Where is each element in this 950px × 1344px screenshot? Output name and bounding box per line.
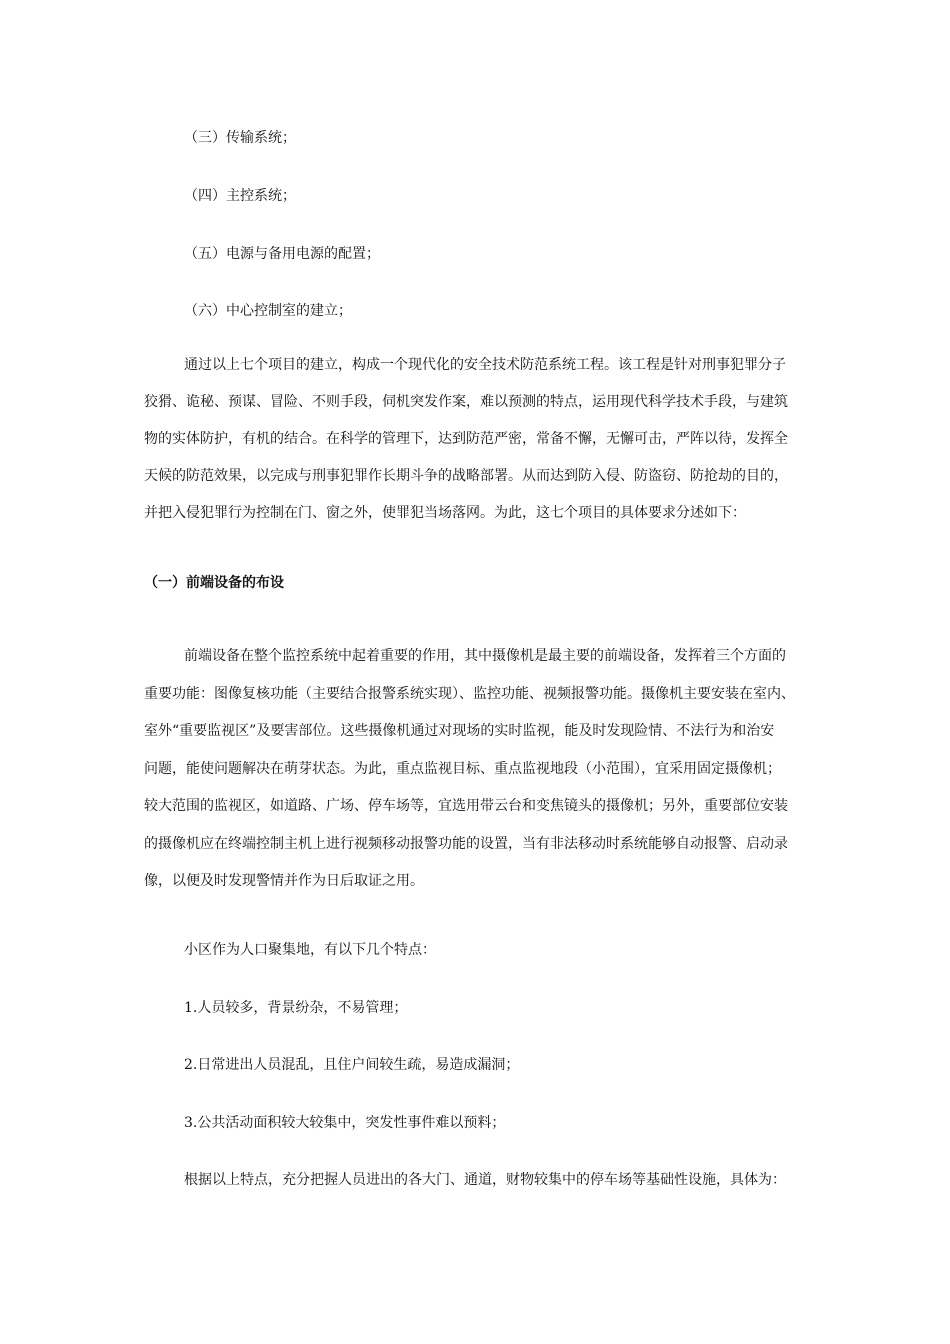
front-end-paragraph-line: 问题，能使问题解决在萌芽状态。为此，重点监视目标、重点监视地段（小范围），宜采用固定摄像机；: [144, 761, 781, 777]
list-item-main-control: （四）主控系统；: [184, 188, 296, 204]
intro-paragraph-line: 物的实体防护，有机的结合。在科学的管理下，达到防范严密，常备不懈，无懈可击，严阵以待，发挥全: [144, 431, 788, 447]
community-intro: 小区作为人口聚集地，有以下几个特点：: [184, 942, 436, 958]
front-end-paragraph-line: 前端设备在整个监控系统中起着重要的作用，其中摄像机是最主要的前端设备，发挥着三个方面的: [184, 648, 786, 664]
front-end-paragraph-line: 室外“重要监视区”及要害部位。这些摄像机通过对现场的实时监视，能及时发现险情、不法行为和治安: [144, 723, 775, 739]
intro-paragraph-line: 狡猾、诡秘、预谋、冒险、不则手段，伺机突发作案，难以预测的特点，运用现代科学技术手段，与建筑: [144, 394, 788, 410]
list-item-control-room: （六）中心控制室的建立；: [184, 303, 352, 319]
list-item-transmission: （三）传输系统；: [184, 130, 296, 146]
closing-line: 根据以上特点，充分把握人员进出的各大门、通道，财物较集中的停车场等基础性设施，具体为：: [184, 1172, 786, 1188]
community-point: 2.日常进出人员混乱，且住户间较生疏，易造成漏洞；: [184, 1057, 520, 1073]
front-end-paragraph-line: 较大范围的监视区，如道路、广场、停车场等，宜选用带云台和变焦镜头的摄像机；另外，重要部位安装: [144, 798, 788, 814]
intro-paragraph-line: 通过以上七个项目的建立，构成一个现代化的安全技术防范系统工程。该工程是针对刑事犯罪分子: [184, 357, 786, 373]
front-end-paragraph-line: 像，以便及时发现警情并作为日后取证之用。: [144, 873, 424, 889]
community-point: 1.人员较多，背景纷杂，不易管理；: [184, 1000, 408, 1016]
list-item-power-supply: （五）电源与备用电源的配置；: [184, 246, 380, 262]
front-end-paragraph-line: 的摄像机应在终端控制主机上进行视频移动报警功能的设置，当有非法移动时系统能够自动报警、启动录: [144, 836, 788, 852]
front-end-paragraph-line: 重要功能：图像复核功能（主要结合报警系统实现）、监控功能、视频报警功能。摄像机主要安装在室内、: [144, 686, 795, 702]
intro-paragraph-line: 天候的防范效果，以完成与刑事犯罪作长期斗争的战略部署。从而达到防入侵、防盗窃、防抢劫的目的，: [144, 468, 788, 484]
intro-paragraph-line: 并把入侵犯罪行为控制在门、窗之外，使罪犯当场落网。为此，这七个项目的具体要求分述如下：: [144, 505, 746, 521]
community-point: 3.公共活动面积较大较集中，突发性事件难以预料；: [184, 1115, 506, 1131]
section-heading: （一）前端设备的布设: [144, 575, 284, 591]
